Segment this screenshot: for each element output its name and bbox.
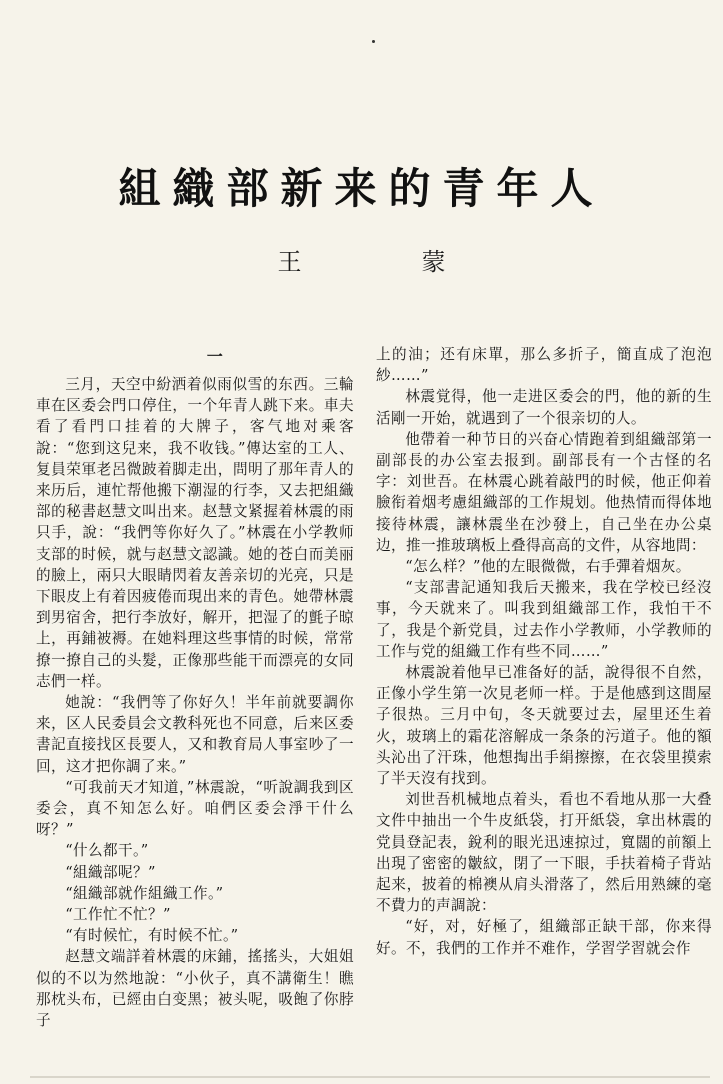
paragraph: “工作忙不忙？” [65, 906, 171, 924]
paragraph: “有时候忙，有时候不忙。” [65, 927, 239, 945]
paragraph: “支部書記通知我后天搬来，我在学校已经沒事，今天就来了。叫我到組織部工作，我怕干不了，我是个新党員，过去作小学教师，小学教师的工作与党的組織工作有些不同……” [376, 579, 712, 660]
section-number: 一 [206, 347, 224, 366]
paragraph: “可我前天才知道，”林震說，“听說調我到区委会，真不知怎么好。咱們区委会淨干什么呀？” [36, 778, 354, 839]
paragraph: “怎么样？”他的左眼微微，右手彈着烟灰。 [405, 558, 691, 576]
page-bottom-edge [30, 1076, 710, 1078]
article-title: 組織部新来的青年人 [118, 164, 605, 213]
paragraph: 三月，天空中紛洒着似雨似雪的东西。三輪車在区委会門口停住，一个年青人跳下来。車夫看了看門口挂着的大牌子，客气地对乘客說：“您到这兒来，我不收钱。”傳达室的工人、复員荣軍老呂微跛着脚走出，問明了那年青人的来历后，連忙帮他搬下潮湿的行李，又去把組織部的秘書赵慧文叫出来。赵慧文紧握着林震的雨只手，說：“我們等你好久了。”林震在小学教师支部的时候，就与赵慧文認識。她的苍白而美丽的臉上，兩只大眼睛閃着友善亲切的光亮，只是下眼皮上有着因疲倦而現出来的青色。她帶林震到男宿舍，把行李放好，解开，把湿了的氈子晾上，再鋪被褥。在她料理这些事情的时候，常常撩一撩自己的头髮，正像那些能干而漂亮的女同志們一样。 [36, 376, 354, 690]
left-column [36, 340, 354, 1031]
paragraph: “好，对，好極了，組織部正缺干部，你来得好。不，我們的工作并不难作，学習学習就会作 [376, 918, 712, 957]
paragraph: 赵慧文端詳着林震的床鋪，搖搖头，大姐姐似的不以为然地說：“小伙子，真不講衛生！瞧那枕头布，已經由白变黑；被头呢，吸飽了你脖子 [36, 948, 354, 1030]
paragraph: “組織部就作組織工作。” [65, 884, 224, 902]
paragraph: “組織部呢？” [65, 863, 156, 881]
paragraph: “什么都干。” [65, 842, 149, 860]
paragraph-continued: 上的油；还有床單，那么多折子，簡直成了泡泡紗……” [376, 346, 712, 385]
paragraph: 林震說着他早已准备好的話，說得很不自然，正像小学生第一次見老师一样。于是他感到这間屋子很热。三月中旬，冬天就要过去，屋里还生着火，玻璃上的霜花溶解成一条条的污道子。他的額头沁出了汗珠，他想掏出手絹擦擦，在衣袋里摸索了半天沒有找到。 [376, 664, 712, 788]
author-name: 王 蒙 [277, 248, 494, 276]
right-column [376, 344, 712, 959]
paragraph: 他帶着一种节日的兴奋心情跑着到組織部第一副部長的办公室去报到。副部長有一个古怪的名字：刘世吾。在林震心跳着敲門的时候，他正仰着臉衔着烟考慮組織部的工作規划。他热情而得体地接待林震，讓林震坐在沙發上，自己坐在办公桌边，推一推玻璃板上叠得高高的文件，从容地問： [376, 430, 712, 554]
print-speck [372, 40, 375, 43]
paragraph: 林震覚得，他一走进区委会的門，他的新的生活剛一开始，就遇到了一个很亲切的人。 [376, 388, 712, 427]
paragraph: 她說：“我們等了你好久！半年前就要調你来，区人民委員会文教科死也不同意，后来区委書記直接找区長要人，又和教育局人事室吵了一回，这才把你調了来。” [36, 694, 354, 775]
paragraph: 刘世吾机械地点着头，看也不看地从那一大叠文件中抽出一个牛皮紙袋，打开紙袋，拿出林震的党員登記表，銳利的眼光迅速掠过，寬闊的前額上出現了密密的皺紋，閉了一下眼，手扶着椅子背站起来，披着的棉襖从肩头滑落了，然后用熟練的毫不費力的声調說： [376, 791, 712, 915]
